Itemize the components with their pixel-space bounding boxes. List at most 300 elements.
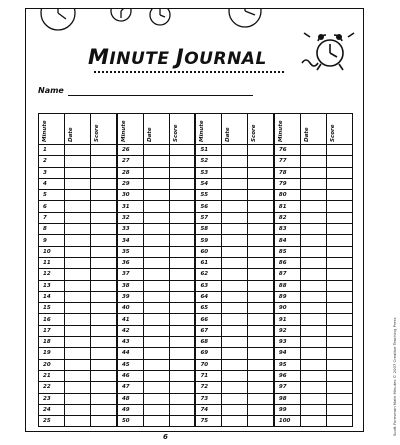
column-header-date: Date <box>222 114 248 145</box>
minute-number: 53 <box>195 167 221 178</box>
score-cell[interactable] <box>326 269 352 280</box>
date-cell[interactable] <box>300 314 326 325</box>
date-cell[interactable] <box>143 314 169 325</box>
table-row <box>39 167 353 178</box>
date-cell[interactable] <box>300 393 326 404</box>
date-cell[interactable] <box>143 393 169 404</box>
score-cell[interactable] <box>326 404 352 415</box>
date-cell[interactable] <box>222 393 248 404</box>
score-cell[interactable] <box>169 382 195 393</box>
score-cell[interactable] <box>91 190 117 201</box>
score-cell[interactable] <box>326 325 352 336</box>
date-cell[interactable] <box>143 303 169 314</box>
score-cell[interactable] <box>91 246 117 257</box>
score-cell[interactable] <box>91 201 117 212</box>
score-cell[interactable] <box>91 291 117 302</box>
date-cell[interactable] <box>300 224 326 235</box>
journal-page <box>25 8 397 436</box>
minute-number: 91 <box>274 314 300 325</box>
minute-number: 97 <box>274 382 300 393</box>
table-row <box>39 224 353 235</box>
date-cell[interactable] <box>300 246 326 257</box>
date-cell[interactable] <box>300 190 326 201</box>
date-cell[interactable] <box>300 269 326 280</box>
score-cell[interactable] <box>169 314 195 325</box>
score-cell[interactable] <box>91 167 117 178</box>
minute-number: 15 <box>39 303 65 314</box>
score-cell[interactable] <box>169 178 195 189</box>
score-cell[interactable] <box>169 269 195 280</box>
minute-number: 96 <box>274 370 300 381</box>
score-cell[interactable] <box>91 303 117 314</box>
column-header-minute: Minute <box>195 114 221 145</box>
table-row <box>39 348 353 359</box>
date-cell[interactable] <box>222 257 248 268</box>
date-cell[interactable] <box>143 416 169 427</box>
date-cell[interactable] <box>143 145 169 156</box>
date-cell[interactable] <box>300 303 326 314</box>
score-cell[interactable] <box>169 325 195 336</box>
score-cell[interactable] <box>326 348 352 359</box>
score-cell[interactable] <box>326 212 352 223</box>
table-row <box>39 280 353 291</box>
clock-icon <box>41 9 75 30</box>
date-cell[interactable] <box>143 280 169 291</box>
score-cell[interactable] <box>248 201 274 212</box>
date-cell[interactable] <box>300 167 326 178</box>
date-cell[interactable] <box>222 348 248 359</box>
score-cell[interactable] <box>169 201 195 212</box>
score-cell[interactable] <box>91 145 117 156</box>
score-cell[interactable] <box>326 382 352 393</box>
date-cell[interactable] <box>65 393 91 404</box>
minute-number: 73 <box>195 393 221 404</box>
score-cell[interactable] <box>326 257 352 268</box>
minute-number: 65 <box>195 303 221 314</box>
table-row <box>39 303 353 314</box>
minute-number: 72 <box>195 382 221 393</box>
score-cell[interactable] <box>326 178 352 189</box>
score-cell[interactable] <box>91 235 117 246</box>
table-row <box>39 359 353 370</box>
date-cell[interactable] <box>222 280 248 291</box>
date-cell[interactable] <box>222 269 248 280</box>
minute-number: 71 <box>195 370 221 381</box>
score-cell[interactable] <box>91 212 117 223</box>
minute-number: 75 <box>195 416 221 427</box>
minute-number: 11 <box>39 257 65 268</box>
column-header-score: Score <box>248 114 274 145</box>
date-cell[interactable] <box>300 257 326 268</box>
score-cell[interactable] <box>91 325 117 336</box>
minute-number: 28 <box>117 167 143 178</box>
score-cell[interactable] <box>248 269 274 280</box>
score-cell[interactable] <box>248 382 274 393</box>
date-cell[interactable] <box>300 178 326 189</box>
table-row <box>39 156 353 167</box>
date-cell[interactable] <box>300 348 326 359</box>
score-cell[interactable] <box>248 156 274 167</box>
score-cell[interactable] <box>169 212 195 223</box>
minute-number: 63 <box>195 280 221 291</box>
score-cell[interactable] <box>326 156 352 167</box>
score-cell[interactable] <box>91 359 117 370</box>
minute-number: 66 <box>195 314 221 325</box>
date-cell[interactable] <box>65 359 91 370</box>
score-cell[interactable] <box>326 370 352 381</box>
score-cell[interactable] <box>326 235 352 246</box>
minute-number: 62 <box>195 269 221 280</box>
score-cell[interactable] <box>248 393 274 404</box>
minute-number: 30 <box>117 190 143 201</box>
score-cell[interactable] <box>169 404 195 415</box>
score-cell[interactable] <box>248 325 274 336</box>
date-cell[interactable] <box>65 382 91 393</box>
score-cell[interactable] <box>91 257 117 268</box>
score-cell[interactable] <box>326 291 352 302</box>
score-cell[interactable] <box>169 348 195 359</box>
date-cell[interactable] <box>65 325 91 336</box>
date-cell[interactable] <box>143 359 169 370</box>
minute-number: 16 <box>39 314 65 325</box>
column-header-score: Score <box>326 114 352 145</box>
column-header-date: Date <box>300 114 326 145</box>
date-cell[interactable] <box>65 291 91 302</box>
date-cell[interactable] <box>65 280 91 291</box>
score-cell[interactable] <box>91 178 117 189</box>
score-cell[interactable] <box>91 280 117 291</box>
minute-number: 37 <box>117 269 143 280</box>
date-cell[interactable] <box>300 416 326 427</box>
column-header-score: Score <box>169 114 195 145</box>
date-cell[interactable] <box>300 280 326 291</box>
minute-number: 48 <box>117 393 143 404</box>
minute-number: 33 <box>117 224 143 235</box>
minute-number: 69 <box>195 348 221 359</box>
score-cell[interactable] <box>248 178 274 189</box>
table-row <box>39 404 353 415</box>
date-cell[interactable] <box>222 190 248 201</box>
minute-number: 42 <box>117 325 143 336</box>
score-cell[interactable] <box>326 280 352 291</box>
score-cell[interactable] <box>326 303 352 314</box>
score-cell[interactable] <box>91 393 117 404</box>
date-cell[interactable] <box>65 167 91 178</box>
date-cell[interactable] <box>65 370 91 381</box>
date-cell[interactable] <box>143 178 169 189</box>
date-cell[interactable] <box>222 337 248 348</box>
name-label: Name <box>38 86 64 95</box>
date-cell[interactable] <box>222 325 248 336</box>
date-cell[interactable] <box>222 246 248 257</box>
score-cell[interactable] <box>326 337 352 348</box>
minute-number: 41 <box>117 314 143 325</box>
minute-number: 60 <box>195 246 221 257</box>
score-cell[interactable] <box>248 291 274 302</box>
date-cell[interactable] <box>222 156 248 167</box>
score-cell[interactable] <box>169 190 195 201</box>
date-cell[interactable] <box>300 201 326 212</box>
table-row <box>39 190 353 201</box>
date-cell[interactable] <box>143 269 169 280</box>
table-row <box>39 145 353 156</box>
date-cell[interactable] <box>300 370 326 381</box>
minute-number: 4 <box>39 178 65 189</box>
minute-number: 87 <box>274 269 300 280</box>
minute-number: 25 <box>39 416 65 427</box>
date-cell[interactable] <box>65 257 91 268</box>
score-cell[interactable] <box>169 337 195 348</box>
date-cell[interactable] <box>222 201 248 212</box>
column-header-date: Date <box>143 114 169 145</box>
score-cell[interactable] <box>248 404 274 415</box>
date-cell[interactable] <box>65 224 91 235</box>
date-cell[interactable] <box>300 235 326 246</box>
score-cell[interactable] <box>169 246 195 257</box>
score-cell[interactable] <box>169 235 195 246</box>
score-cell[interactable] <box>91 314 117 325</box>
score-cell[interactable] <box>326 201 352 212</box>
date-cell[interactable] <box>143 291 169 302</box>
date-cell[interactable] <box>143 382 169 393</box>
score-cell[interactable] <box>169 291 195 302</box>
score-cell[interactable] <box>248 224 274 235</box>
minute-number: 32 <box>117 212 143 223</box>
minute-number: 64 <box>195 291 221 302</box>
date-cell[interactable] <box>300 404 326 415</box>
date-cell[interactable] <box>65 145 91 156</box>
date-cell[interactable] <box>300 156 326 167</box>
date-cell[interactable] <box>143 257 169 268</box>
score-cell[interactable] <box>326 145 352 156</box>
date-cell[interactable] <box>300 359 326 370</box>
score-cell[interactable] <box>326 359 352 370</box>
minute-number: 68 <box>195 337 221 348</box>
score-cell[interactable] <box>169 370 195 381</box>
score-cell[interactable] <box>91 348 117 359</box>
minute-number: 8 <box>39 224 65 235</box>
score-cell[interactable] <box>326 393 352 404</box>
date-cell[interactable] <box>222 314 248 325</box>
minute-number: 3 <box>39 167 65 178</box>
score-cell[interactable] <box>248 280 274 291</box>
date-cell[interactable] <box>300 145 326 156</box>
date-cell[interactable] <box>222 359 248 370</box>
score-cell[interactable] <box>248 212 274 223</box>
score-cell[interactable] <box>248 359 274 370</box>
minute-number: 82 <box>274 212 300 223</box>
minute-number: 44 <box>117 348 143 359</box>
date-cell[interactable] <box>222 145 248 156</box>
date-cell[interactable] <box>222 291 248 302</box>
minute-number: 84 <box>274 235 300 246</box>
minute-number: 85 <box>274 246 300 257</box>
date-cell[interactable] <box>143 156 169 167</box>
minute-number: 78 <box>274 167 300 178</box>
date-cell[interactable] <box>143 201 169 212</box>
table-row <box>39 370 353 381</box>
minute-number: 74 <box>195 404 221 415</box>
date-cell[interactable] <box>65 314 91 325</box>
minute-number: 43 <box>117 337 143 348</box>
date-cell[interactable] <box>65 201 91 212</box>
date-cell[interactable] <box>143 348 169 359</box>
date-cell[interactable] <box>65 303 91 314</box>
date-cell[interactable] <box>65 337 91 348</box>
score-cell[interactable] <box>91 382 117 393</box>
score-cell[interactable] <box>248 416 274 427</box>
minute-number: 94 <box>274 348 300 359</box>
minute-number: 29 <box>117 178 143 189</box>
score-cell[interactable] <box>91 337 117 348</box>
date-cell[interactable] <box>65 212 91 223</box>
minute-number: 35 <box>117 246 143 257</box>
minute-number: 7 <box>39 212 65 223</box>
date-cell[interactable] <box>222 224 248 235</box>
table-row <box>39 337 353 348</box>
minute-number: 57 <box>195 212 221 223</box>
table-row <box>39 257 353 268</box>
minute-number: 51 <box>195 145 221 156</box>
date-cell[interactable] <box>222 235 248 246</box>
date-cell[interactable] <box>143 404 169 415</box>
score-cell[interactable] <box>326 314 352 325</box>
minute-number: 26 <box>117 145 143 156</box>
minute-number: 9 <box>39 235 65 246</box>
score-cell[interactable] <box>248 370 274 381</box>
table-row <box>39 382 353 393</box>
score-cell[interactable] <box>248 257 274 268</box>
score-cell[interactable] <box>91 224 117 235</box>
score-cell[interactable] <box>169 167 195 178</box>
minute-number: 6 <box>39 201 65 212</box>
date-cell[interactable] <box>300 337 326 348</box>
score-cell[interactable] <box>248 167 274 178</box>
minute-number: 98 <box>274 393 300 404</box>
minute-number: 39 <box>117 291 143 302</box>
score-cell[interactable] <box>169 156 195 167</box>
date-cell[interactable] <box>222 178 248 189</box>
minute-number: 80 <box>274 190 300 201</box>
date-cell[interactable] <box>65 416 91 427</box>
score-cell[interactable] <box>326 167 352 178</box>
table-header-row <box>39 114 353 145</box>
date-cell[interactable] <box>65 190 91 201</box>
minute-number: 20 <box>39 359 65 370</box>
minute-number: 56 <box>195 201 221 212</box>
column-header-minute: Minute <box>274 114 300 145</box>
date-cell[interactable] <box>300 212 326 223</box>
minute-number: 86 <box>274 257 300 268</box>
date-cell[interactable] <box>143 235 169 246</box>
score-cell[interactable] <box>248 235 274 246</box>
score-cell[interactable] <box>248 145 274 156</box>
minute-number: 1 <box>39 145 65 156</box>
date-cell[interactable] <box>143 190 169 201</box>
date-cell[interactable] <box>143 337 169 348</box>
score-cell[interactable] <box>169 257 195 268</box>
date-cell[interactable] <box>143 224 169 235</box>
score-cell[interactable] <box>169 393 195 404</box>
date-cell[interactable] <box>300 325 326 336</box>
score-cell[interactable] <box>326 416 352 427</box>
minute-number: 13 <box>39 280 65 291</box>
minute-number: 49 <box>117 404 143 415</box>
date-cell[interactable] <box>300 291 326 302</box>
score-cell[interactable] <box>169 224 195 235</box>
score-cell[interactable] <box>169 303 195 314</box>
score-cell[interactable] <box>169 145 195 156</box>
column-header-minute: Minute <box>117 114 143 145</box>
minute-number: 36 <box>117 257 143 268</box>
minute-number: 12 <box>39 269 65 280</box>
score-cell[interactable] <box>326 224 352 235</box>
date-cell[interactable] <box>222 212 248 223</box>
minute-number: 70 <box>195 359 221 370</box>
date-cell[interactable] <box>65 348 91 359</box>
date-cell[interactable] <box>300 382 326 393</box>
score-cell[interactable] <box>169 416 195 427</box>
score-cell[interactable] <box>91 269 117 280</box>
date-cell[interactable] <box>143 325 169 336</box>
score-cell[interactable] <box>91 370 117 381</box>
date-cell[interactable] <box>143 167 169 178</box>
date-cell[interactable] <box>65 246 91 257</box>
date-cell[interactable] <box>143 212 169 223</box>
date-cell[interactable] <box>222 404 248 415</box>
score-cell[interactable] <box>248 246 274 257</box>
minute-number: 76 <box>274 145 300 156</box>
minute-number: 5 <box>39 190 65 201</box>
date-cell[interactable] <box>143 246 169 257</box>
minute-number: 14 <box>39 291 65 302</box>
date-cell[interactable] <box>65 178 91 189</box>
score-cell[interactable] <box>326 246 352 257</box>
date-cell[interactable] <box>65 156 91 167</box>
minute-number: 52 <box>195 156 221 167</box>
page-title: MINUTE JOURNAL <box>88 45 267 69</box>
date-cell[interactable] <box>143 370 169 381</box>
date-cell[interactable] <box>65 269 91 280</box>
score-cell[interactable] <box>248 337 274 348</box>
alarm-clock-icon <box>298 23 358 83</box>
score-cell[interactable] <box>326 190 352 201</box>
minute-number: 59 <box>195 235 221 246</box>
score-cell[interactable] <box>248 314 274 325</box>
date-cell[interactable] <box>222 370 248 381</box>
date-cell[interactable] <box>65 404 91 415</box>
clock-icon <box>111 9 131 21</box>
minute-number: 21 <box>39 370 65 381</box>
score-cell[interactable] <box>248 190 274 201</box>
date-cell[interactable] <box>222 303 248 314</box>
score-cell[interactable] <box>169 280 195 291</box>
minute-number: 45 <box>117 359 143 370</box>
date-cell[interactable] <box>222 416 248 427</box>
score-cell[interactable] <box>248 348 274 359</box>
score-cell[interactable] <box>91 404 117 415</box>
score-cell[interactable] <box>169 359 195 370</box>
score-cell[interactable] <box>91 156 117 167</box>
score-cell[interactable] <box>248 303 274 314</box>
minute-number: 47 <box>117 382 143 393</box>
minute-number: 40 <box>117 303 143 314</box>
name-input-line[interactable] <box>68 95 253 96</box>
date-cell[interactable] <box>65 235 91 246</box>
score-cell[interactable] <box>91 416 117 427</box>
date-cell[interactable] <box>222 382 248 393</box>
date-cell[interactable] <box>222 167 248 178</box>
